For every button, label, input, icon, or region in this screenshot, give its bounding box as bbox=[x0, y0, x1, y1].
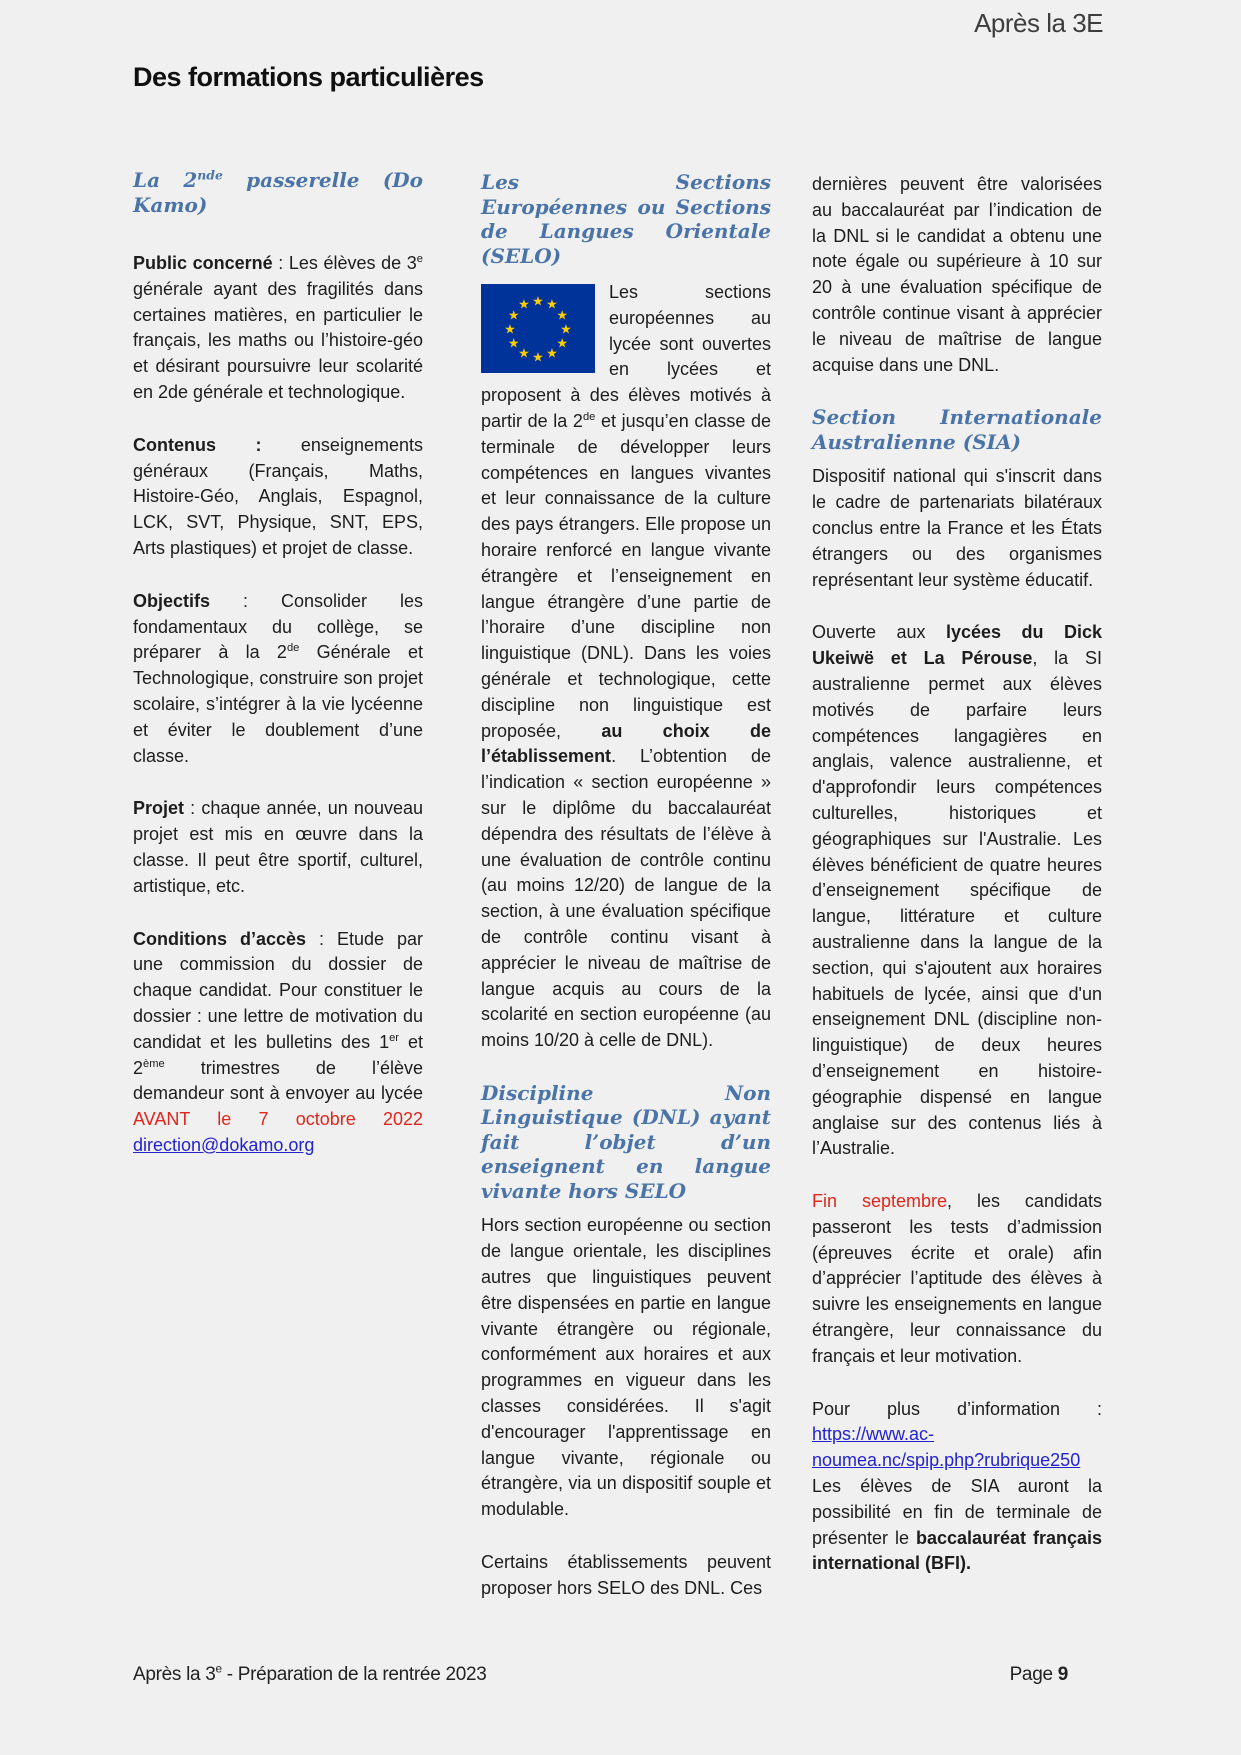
paragraph bbox=[812, 172, 1102, 378]
text-run: : Consolider les fondamentaux du collège, se préparer à la 2 bbox=[133, 590, 423, 663]
text-run: Les sections européennes au lycée sont ouvertes en lycées et proposent à des élèves motivés à partir de la 2 bbox=[481, 282, 771, 431]
text-run: - Préparation de la rentrée 2023 bbox=[221, 1664, 487, 1685]
paragraph bbox=[812, 620, 1102, 1162]
text-run: Hors section européenne ou section de langue orientale, les disciplines autres que linguistiques peuvent être dispensées en partie en langue vivante étrangère ou régionale, conformément aux horaires et aux programmes en vigueur dans les classes considérées. Il s'agit d'encourager l'apprentissage en langue vivante, régionale ou étrangère, via un dispositif souple et modulable. bbox=[481, 1215, 771, 1520]
column-1 bbox=[133, 168, 423, 1186]
superscript-text: de bbox=[286, 642, 300, 655]
eu-star-icon: ★ bbox=[507, 307, 520, 322]
superscript-text: nde bbox=[197, 167, 223, 183]
paragraph bbox=[481, 1213, 771, 1523]
text-run: Contenus : bbox=[133, 434, 262, 455]
text-run: Page bbox=[1009, 1664, 1058, 1685]
superscript-text: e bbox=[215, 1662, 222, 1676]
text-run: Fin septembre bbox=[812, 1191, 948, 1212]
footer-left-text bbox=[133, 1664, 487, 1686]
text-run: Objectifs bbox=[133, 590, 211, 611]
text-run: Générale et Technologique, construire son projet scolaire, s’intégrer à la vie lycéenne et éviter le doublement d’une classe. bbox=[133, 642, 423, 766]
text-run: La 2 bbox=[133, 168, 198, 192]
page-title: Des formations particulières bbox=[133, 62, 484, 92]
eu-star-icon: ★ bbox=[546, 296, 558, 312]
page-header: Après la 3E bbox=[974, 8, 1103, 38]
eu-star-icon: ★ bbox=[560, 321, 572, 336]
text-run: Discipline Non Linguistique (DNL) ayant fait l’objet d’un enseignent en langue vivante hors SELO bbox=[481, 1080, 771, 1203]
section-heading bbox=[133, 168, 423, 217]
paragraph bbox=[481, 1550, 771, 1602]
text-run: , la SI australienne permet aux élèves motivés de parfaire leurs compétences langagières en anglais, valence australienne, et d'approfondir leurs compétences culturelles, historiques et géographiques sur l'Australie. Les élèves bénéficient de quatre heures d’enseignement spécifique de langue, littérature et culture australienne dans la langue de la section, qui s'ajoutent aux horaires habituels de lycée, ainsi que d'un enseignement DNL (discipline non-linguistique) de deux heures d’enseignement en histoire-géographie dispensé en langue anglaise sur des contenus liés à l’Australie. bbox=[812, 648, 1102, 1159]
text-run: Public concerné bbox=[133, 253, 273, 273]
paragraph bbox=[481, 280, 771, 1054]
eu-star-icon: ★ bbox=[507, 335, 520, 350]
text-run: au choix de l’établissement bbox=[481, 720, 772, 767]
text-run: Pour plus d’information : bbox=[812, 1398, 1102, 1419]
eu-star-icon: ★ bbox=[518, 296, 530, 312]
dokamo-email-link[interactable]: direction@dokamo.org bbox=[133, 1134, 315, 1155]
text-run: trimestres de l’élève demandeur sont à envoyer au lycée bbox=[133, 1057, 423, 1104]
text-run: et 2 bbox=[133, 1031, 423, 1078]
superscript-text: ème bbox=[143, 1057, 165, 1070]
text-run: Les élèves de SIA auront la possibilité en fin de terminale de présenter le bbox=[812, 1476, 1102, 1548]
text-run: passerelle (Do Kamo) bbox=[133, 168, 423, 217]
eu-flag-image bbox=[481, 284, 595, 373]
text-run: enseignements généraux (Français, Maths, Histoire-Géo, Anglais, Espagnol, LCK, SVT, Physique, SNT, EPS, Arts plastiques) et projet de classe. bbox=[133, 434, 423, 558]
paragraph bbox=[133, 589, 423, 770]
superscript-text: er bbox=[389, 1031, 399, 1044]
section-heading bbox=[481, 1081, 771, 1204]
eu-star-icon: ★ bbox=[504, 321, 516, 336]
text-run: , les candidats passeront les tests d’admission (épreuves écrite et orale) afin d’apprécier l’aptitude des élèves à suivre les enseignements en langue étrangère, leur connaissance du français et leur motivation. bbox=[812, 1191, 1102, 1366]
text-run: : Etude par une commission du dossier de chaque candidat. Pour constituer le dossier : une lettre de motivation du candidat et les bulletins des 1 bbox=[133, 928, 423, 1052]
text-run: Les Sections Européennes ou Sections de Langues Orientale (SELO) bbox=[481, 170, 771, 268]
text-run: Certains établissements peuvent proposer hors SELO des DNL. Ces bbox=[481, 1551, 771, 1598]
paragraph bbox=[133, 927, 423, 1159]
text-run: dernières peuvent être valorisées au baccalauréat par l’indication de la DNL si le candidat a obtenu une note égale ou supérieure à 10 sur 20 à une évaluation spécifique de contrôle continue visant à apprécier le niveau de maîtrise de langue acquise dans une DNL. bbox=[812, 174, 1102, 375]
paragraph bbox=[812, 1189, 1102, 1370]
text-run: générale ayant des fragilités dans certaines matières, en particulier le français, les maths ou l’histoire-géo et désirant poursuivre leur scolarité en 2de générale et technologique. bbox=[133, 278, 423, 402]
text-run: Conditions d’accès bbox=[133, 928, 307, 949]
text-run: AVANT le 7 octobre 2022 bbox=[133, 1109, 423, 1130]
paragraph bbox=[133, 251, 423, 406]
paragraph bbox=[812, 1397, 1102, 1578]
text-run: et jusqu’en classe de terminale de développer leurs compétences en langues vivantes et leur connaissance de la culture des pays étrangers. Elle propose un horaire renforcé en langue vivante étrangère et l’enseignement en langue étrangère d’une partie de l’horaire d’une discipline non linguistique (DNL). Dans les voies générale et technologique, cette discipline non linguistique est proposée, bbox=[481, 410, 772, 741]
paragraph bbox=[812, 464, 1102, 593]
eu-star-icon: ★ bbox=[546, 345, 558, 361]
text-run: Ouverte aux bbox=[812, 622, 946, 643]
eu-star-icon: ★ bbox=[532, 349, 544, 364]
text-run: baccalauréat français international (BFI). bbox=[812, 1527, 1103, 1574]
paragraph bbox=[133, 433, 423, 562]
text-run: : chaque année, un nouveau projet est mis en œuvre dans la classe. Il peut être sportif, culturel, artistique, etc. bbox=[133, 798, 423, 896]
column-3 bbox=[812, 172, 1102, 1604]
text-run: Section Internationale Australienne (SIA) bbox=[812, 405, 1102, 454]
superscript-text: e bbox=[416, 253, 423, 265]
paragraph bbox=[133, 796, 423, 899]
column-2 bbox=[481, 170, 771, 1629]
text-run: Projet bbox=[133, 798, 185, 819]
text-run: Dispositif national qui s'inscrit dans le cadre de partenariats bilatéraux conclus entre la France et les États étrangers ou des organismes représentant leur système éducatif. bbox=[812, 466, 1102, 590]
text-run: . L’obtention de l’indication « section européenne » sur le diplôme du baccalauréat dépendra des résultats de l’élève à une évaluation de contrôle continu (au moins 12/20) de langue de la section, à une évaluation spécifique de contrôle continu visant à apprécier le niveau de maîtrise de langue acquis au cours de la scolarité en section européenne (au moins 10/20 à celle de DNL). bbox=[481, 746, 771, 1051]
superscript-text: de bbox=[582, 410, 596, 423]
text-run: Après la 3 bbox=[133, 1664, 216, 1685]
text-run: 9 bbox=[1057, 1664, 1068, 1685]
text-run: : Les élèves de 3 bbox=[272, 253, 417, 273]
footer-page-number bbox=[1010, 1664, 1068, 1686]
eu-star-icon: ★ bbox=[556, 335, 569, 350]
page-footer bbox=[133, 1664, 1068, 1686]
section-heading bbox=[481, 170, 771, 268]
eu-star-icon: ★ bbox=[518, 345, 530, 361]
section-heading bbox=[812, 405, 1102, 454]
ac-noumea-link[interactable]: https://www.ac-noumea.nc/spip.php?rubrique250 bbox=[812, 1424, 1081, 1471]
eu-star-icon: ★ bbox=[532, 293, 544, 308]
eu-star-icon: ★ bbox=[556, 307, 569, 322]
text-run: lycées du Dick Ukeiwë et La Pérouse bbox=[812, 622, 1102, 669]
